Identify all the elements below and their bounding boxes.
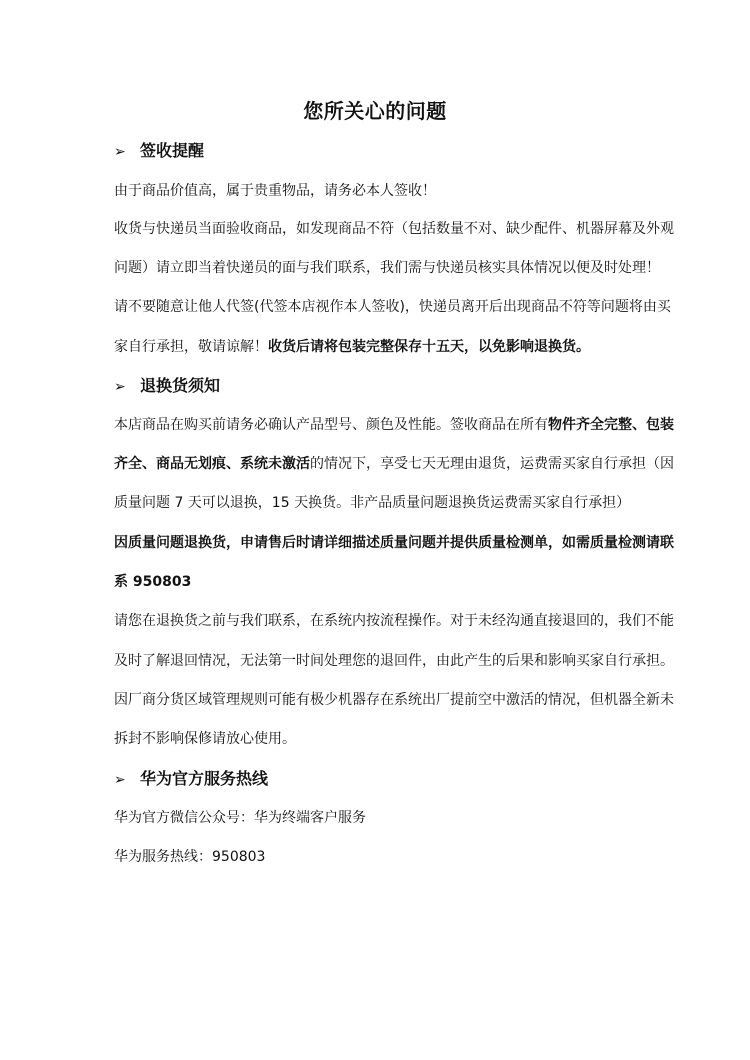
paragraph-line: 家自行承担，敬请谅解！收货后请将包装完整保存十五天，以免影响退换货。 — [114, 339, 590, 355]
paragraph-line: 及时了解退回情况，无法第一时间处理您的退回件，由此产生的后果和影响买家自行承担。 — [114, 653, 674, 669]
paragraph-line: 请不要随意让他人代签(代签本店视作本人签收)，快递员离开后出现商品不符等问题将由买 — [114, 299, 671, 315]
paragraph-line: 华为官方微信公众号：华为终端客户服务 — [114, 810, 366, 826]
page-title: 您所关心的问题 — [303, 99, 447, 123]
paragraph-line-bold: 系 950803 — [114, 574, 192, 590]
arrow-bullet-icon: ➢ — [114, 144, 126, 160]
paragraph-line: 本店商品在购买前请务必确认产品型号、颜色及性能。签收商品在所有物件齐全完整、包装 — [114, 417, 674, 433]
arrow-bullet-icon: ➢ — [114, 379, 126, 395]
paragraph-line: 质量问题 7 天可以退换，15 天换货。非产品质量问题退换货运费需买家自行承担） — [114, 495, 631, 511]
paragraph-line: 拆封不影响保修请放心使用。 — [114, 731, 296, 747]
section-heading-huawei-hotline: ➢ 华为官方服务热线 — [114, 767, 268, 792]
paragraph-line: 问题）请立即当着快递员的面与我们联系，我们需与快递员核实具体情况以便及时处理！ — [114, 260, 660, 276]
paragraph-line: 由于商品价值高，属于贵重物品，请务必本人签收！ — [114, 183, 436, 199]
paragraph-line: 收货与快递员当面验收商品，如发现商品不符（包括数量不对、缺少配件、机器屏幕及外观 — [114, 221, 674, 237]
section-heading-return-policy: ➢ 退换货须知 — [114, 374, 220, 399]
paragraph-line: 华为服务热线：950803 — [114, 849, 266, 865]
bold-emphasis: 物件齐全完整、包装 — [548, 417, 674, 433]
section-heading-sign-reminder: ➢ 签收提醒 — [114, 139, 204, 164]
paragraph-line: 因厂商分货区域管理规则可能有极少机器存在系统出厂提前空中激活的情况，但机器全新未 — [114, 692, 674, 708]
arrow-bullet-icon: ➢ — [114, 772, 126, 788]
paragraph-line: 请您在退换货之前与我们联系，在系统内按流程操作。对于未经沟通直接退回的，我们不能 — [114, 613, 674, 629]
paragraph-line-bold: 因质量问题退换货，申请售后时请详细描述质量问题并提供质量检测单，如需质量检测请联 — [114, 535, 674, 551]
bold-emphasis: 收货后请将包装完整保存十五天，以免影响退换货。 — [268, 339, 590, 355]
paragraph-line: 齐全、商品无划痕、系统未激活的情况下，享受七天无理由退货，运费需买家自行承担（因 — [114, 456, 674, 472]
bold-emphasis: 齐全、商品无划痕、系统未激活 — [114, 456, 310, 472]
